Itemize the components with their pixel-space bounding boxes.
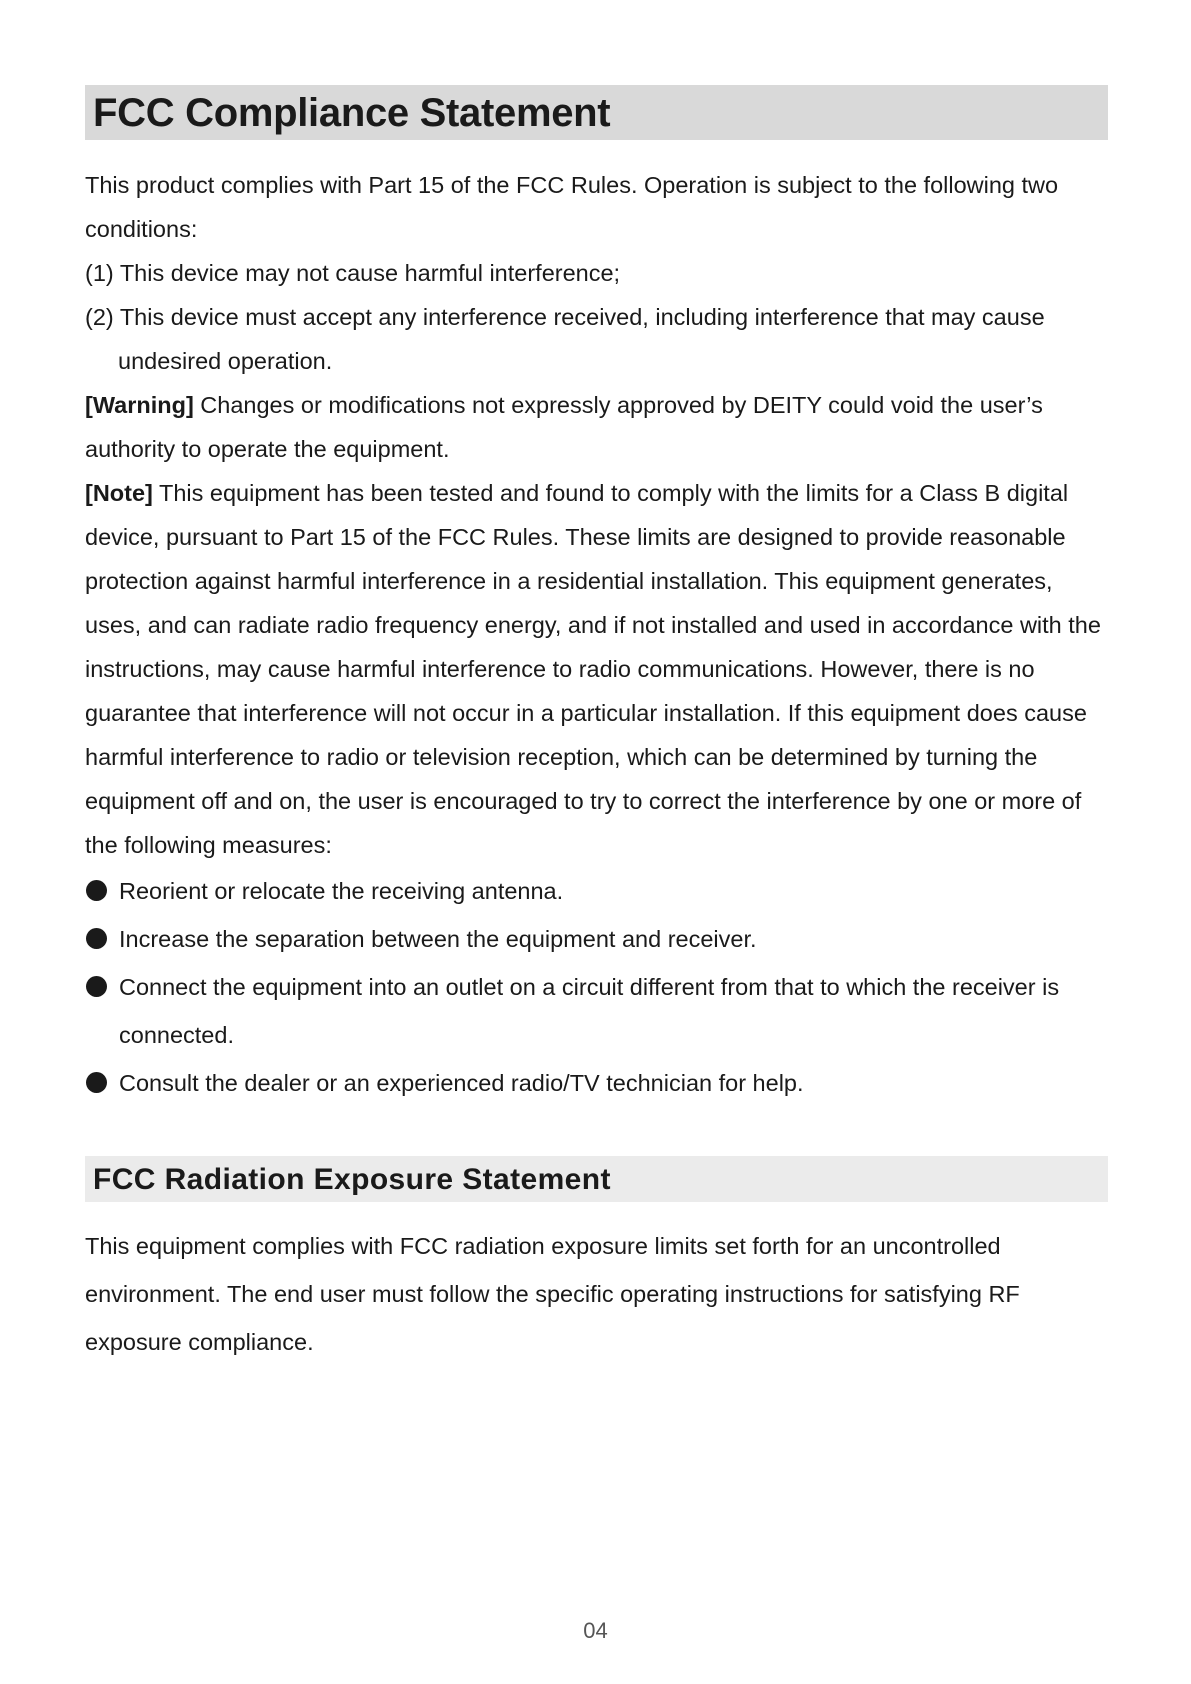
measure-text: Consult the dealer or an experienced radio/TV technician for help. — [119, 1070, 804, 1096]
bullet-icon — [86, 928, 107, 949]
measures-list — [85, 867, 1108, 1107]
warning-paragraph — [85, 383, 1108, 471]
note-text: This equipment has been tested and found to comply with the limits for a Class B digital device, pursuant to Part 15 of the FCC Rules. These limits are designed to provide reasonable protection against harmful interference in a residential installation. This equipment generates, uses, and can radiate radio frequency energy, and if not installed and used in accordance with the instructions, may cause harmful interference to radio communications. However, there is no guarantee that interference will not occur in a particular installation. If this equipment does cause harmful interference to radio or television reception, which can be determined by turning the equipment off and on, the user is encouraged to try to correct the interference by one or more of the following measures: — [85, 480, 1101, 858]
bullet-icon — [86, 880, 107, 901]
measure-text: Increase the separation between the equipment and receiver. — [119, 926, 757, 952]
note-tag: [Note] — [85, 480, 153, 506]
page-number: 04 — [583, 1618, 608, 1643]
compliance-intro: This product complies with Part 15 of the FCC Rules. Operation is subject to the following two conditions: — [85, 172, 1059, 242]
condition-2: (2) This device must accept any interference received, including interference that may cause undesired operation. — [85, 304, 1045, 374]
list-item — [85, 915, 1108, 963]
warning-tag: [Warning] — [85, 392, 194, 418]
radiation-heading: FCC Radiation Exposure Statement — [85, 1156, 1108, 1202]
list-item — [85, 963, 1108, 1059]
warning-text: Changes or modifications not expressly approved by DEITY could void the user’s authority to operate the equipment. — [85, 392, 1043, 462]
list-item — [85, 867, 1108, 915]
measure-text: Connect the equipment into an outlet on a circuit different from that to which the receiver is connected. — [119, 974, 1060, 1048]
document-page — [85, 85, 1108, 1366]
measure-text: Reorient or relocate the receiving antenna. — [119, 878, 564, 904]
list-item — [85, 1059, 1108, 1107]
note-paragraph — [85, 471, 1108, 867]
compliance-heading: FCC Compliance Statement — [85, 85, 1108, 140]
radiation-paragraph: This equipment complies with FCC radiation exposure limits set forth for an uncontrolled environment. The end user must follow the specific operating instructions for satisfying RF exposure compliance. — [85, 1233, 1020, 1355]
bullet-icon — [86, 976, 107, 997]
bullet-icon — [86, 1072, 107, 1093]
condition-1: (1) This device may not cause harmful interference; — [85, 260, 621, 286]
